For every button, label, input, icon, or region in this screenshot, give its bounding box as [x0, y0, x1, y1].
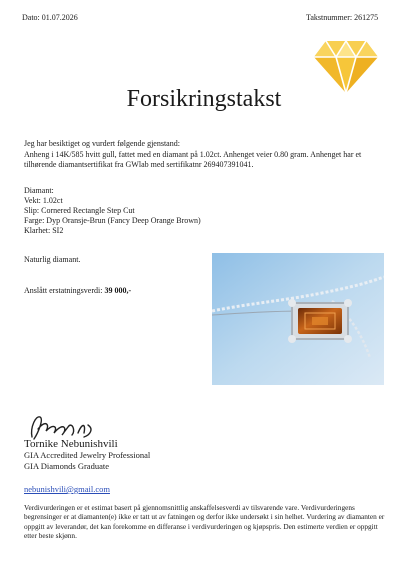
- appraiser-email-link[interactable]: nebunishvili@gmail.com: [24, 484, 110, 494]
- diamond-specs: [24, 186, 384, 236]
- takst-number: Takstnummer: 261275: [306, 13, 379, 22]
- disclaimer-text: Verdivurderingen er et estimat basert på gjennomsnittlig anskaffelsesverdi av tilsvarende vare. Verdivurderingens begrensinger er at diamanten(e) ikke er tatt ut av fatningen og derfor ikke undersøkt i sin helhet. Vurdering av diamanten er oppgitt av leverandør, det kan forekomme en differanse i verdivurderingen og kjøpspris. Den estimerte verdien er oppgitt etter beste skjønn.: [24, 503, 385, 541]
- appraiser-credential-2: GIA Diamonds Graduate: [24, 461, 109, 471]
- value-label: Anslått erstatningsverdi:: [24, 286, 103, 295]
- page-title: Forsikringstakst: [126, 86, 282, 112]
- natural-note: Naturlig diamant.: [24, 255, 81, 264]
- diamond-weight: Vekt: 1.02ct: [24, 196, 63, 205]
- appraiser-credential-1: GIA Accredited Jewelry Professional: [24, 450, 151, 460]
- intro-body: Anheng i 14K/585 hvitt gull, fattet med en diamant på 1.02ct. Anhenget veier 0.80 gram. Anhenget har et tilhørende diamantsertifikat fra GWlab med sertifikatnr 269407391041.: [24, 150, 362, 169]
- appraiser-name: Tornike Nebunishvili: [24, 438, 118, 450]
- value-amount: 39 000,-: [104, 286, 132, 295]
- diamond-color: Farge: Dyp Oransje-Brun (Fancy Deep Orange Brown): [24, 216, 201, 225]
- diamond-clarity: Klarhet: SI2: [24, 226, 64, 235]
- diamond-cut: Slip: Cornered Rectangle Step Cut: [24, 206, 135, 215]
- estimated-value: [24, 286, 131, 296]
- appraiser-block: [24, 438, 150, 472]
- intro-lead: Jeg har besiktiget og vurdert følgende gjenstand:: [24, 139, 180, 148]
- item-description: [24, 139, 386, 170]
- pendant-photo: [212, 253, 384, 385]
- diamond-heading: Diamant:: [24, 186, 54, 195]
- document-date: Dato: 01.07.2026: [22, 13, 78, 22]
